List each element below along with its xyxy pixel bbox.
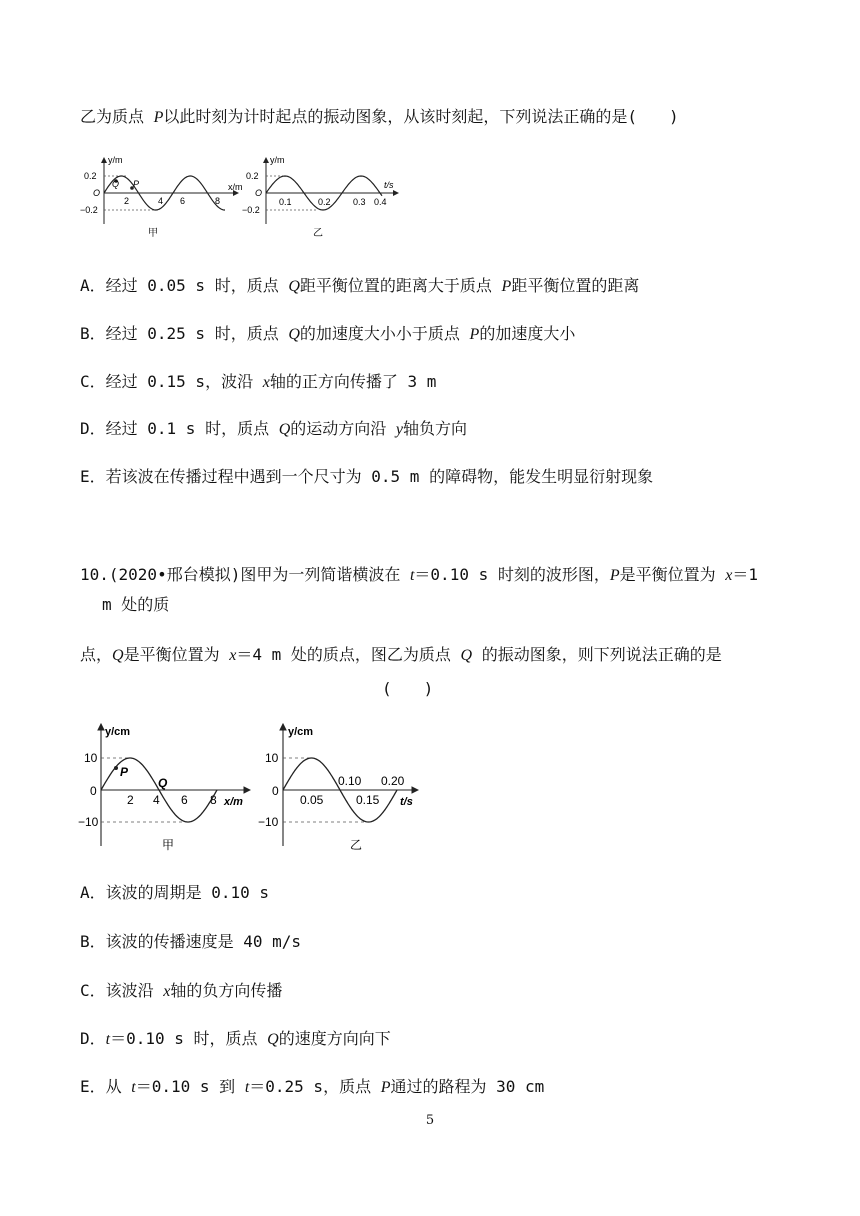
origin-label: 0 xyxy=(272,784,279,798)
stem-text: ＝1 xyxy=(732,565,759,584)
ytick-top: 10 xyxy=(265,751,279,765)
q10-stem-line1 xyxy=(80,562,758,585)
xlabel: t/s xyxy=(384,180,394,190)
stem-text: 是平衡位置为 xyxy=(619,565,726,584)
var-Q: Q xyxy=(288,326,300,343)
xtick: 0.15 xyxy=(356,793,380,807)
q9-stem-text: 乙为质点 xyxy=(80,107,154,126)
xtick: 0.2 xyxy=(318,197,331,207)
q9-option-b xyxy=(80,321,575,344)
q9-stem xyxy=(80,104,679,127)
xtick: 0.3 xyxy=(353,197,366,207)
q9-option-a xyxy=(80,273,639,296)
q10-stem-line2: m 处的质 xyxy=(102,595,170,614)
ytick-top: 0.2 xyxy=(84,171,97,181)
var-P: P xyxy=(380,1079,391,1096)
xtick: 0.4 xyxy=(374,197,387,207)
option-text: 轴负方向 xyxy=(403,419,468,438)
xtick: 4 xyxy=(158,196,164,206)
xtick: 2 xyxy=(124,196,130,206)
stem-text: 10.(2020•邢台模拟)图甲为一列简谐横波在 xyxy=(80,565,410,584)
var-Q: Q xyxy=(267,1031,279,1048)
xtick: 0.20 xyxy=(381,774,405,788)
option-text: 的加速度大小小于质点 xyxy=(299,324,470,343)
q10-option-d xyxy=(80,1026,391,1049)
option-text: 的速度方向向下 xyxy=(278,1029,391,1048)
xlabel: t/s xyxy=(400,796,413,808)
q10-fig-jia xyxy=(78,724,250,852)
var-x: x xyxy=(229,647,237,664)
var-P: P xyxy=(153,109,164,126)
var-P: P xyxy=(501,278,512,295)
var-P: P xyxy=(609,567,620,584)
q9-fig-jia xyxy=(80,155,243,239)
ytick-bottom: −10 xyxy=(78,815,99,829)
xlabel: x/m xyxy=(228,182,243,192)
var-Q: Q xyxy=(288,278,300,295)
option-text: 距平衡位置的距离 xyxy=(511,276,640,295)
xtick: 4 xyxy=(153,793,160,807)
var-x: x xyxy=(725,567,733,584)
q10-answer-bracket: ( ) xyxy=(382,679,434,698)
stem-text: ＝0.10 s 时刻的波形图， xyxy=(414,565,610,584)
ylabel: y/cm xyxy=(288,726,314,738)
q9-fig-yi xyxy=(242,155,398,239)
stem-text: ＝4 m 处的质点，图乙为质点 xyxy=(236,645,461,664)
q9-figure xyxy=(78,150,408,242)
origin-label: O xyxy=(255,188,263,198)
ytick-bottom: −10 xyxy=(258,815,279,829)
option-text: 轴的正方向传播了 3 m xyxy=(269,372,437,391)
xtick: 6 xyxy=(181,793,188,807)
var-x: x xyxy=(262,374,270,391)
q10-fig-yi xyxy=(258,724,418,852)
xtick: 6 xyxy=(180,196,186,206)
label-Q: Q xyxy=(158,776,168,790)
var-Q: Q xyxy=(112,647,124,664)
var-t: t xyxy=(409,567,415,584)
ytick-bottom: −0.2 xyxy=(80,205,98,215)
var-t: t xyxy=(244,1079,250,1096)
option-text: 距平衡位置的距离大于质点 xyxy=(299,276,502,295)
var-Q: Q xyxy=(460,647,473,664)
option-text: C．该波沿 xyxy=(80,981,164,1000)
ytick-top: 10 xyxy=(84,751,98,765)
label-Q: Q xyxy=(112,179,120,189)
option-text: B．经过 0.25 s 时，质点 xyxy=(80,324,289,343)
page-number: 5 xyxy=(425,1113,435,1128)
option-text: ＝0.25 s，质点 xyxy=(249,1077,381,1096)
option-text: ＝0.10 s 到 xyxy=(135,1077,245,1096)
q10-option-b: B．该波的传播速度是 40 m/s xyxy=(80,932,302,951)
xlabel: x/m xyxy=(224,796,243,808)
var-x: x xyxy=(163,983,171,1000)
ylabel: y/m xyxy=(108,155,123,165)
option-text: 轴的负方向传播 xyxy=(170,981,283,1000)
option-text: D．经过 0.1 s 时，质点 xyxy=(80,419,279,438)
stem-text: 的振动图象，则下列说法正确的是 xyxy=(472,645,722,664)
q9-stem-text-2: 以此时刻为计时起点的振动图象，从该时刻起，下列说法正确的是( ) xyxy=(163,107,679,126)
q10-option-e xyxy=(80,1074,544,1097)
q10-option-c xyxy=(80,978,282,1001)
option-text: ＝0.10 s 时，质点 xyxy=(110,1029,268,1048)
stem-text: 点， xyxy=(80,645,113,664)
option-text: C．经过 0.15 s，波沿 xyxy=(80,372,263,391)
q9-option-e: E．若该波在传播过程中遇到一个尺寸为 0.5 m 的障碍物，能发生明显衍射现象 xyxy=(80,467,654,486)
xtick: 8 xyxy=(215,196,221,206)
origin-label: 0 xyxy=(90,784,97,798)
caption-jia: 甲 xyxy=(148,228,158,239)
var-P: P xyxy=(469,326,480,343)
option-text: 的加速度大小 xyxy=(479,324,576,343)
caption-yi: 乙 xyxy=(350,838,363,852)
var-t: t xyxy=(131,1079,136,1096)
option-text: 的运动方向沿 xyxy=(290,419,396,438)
option-text: D． xyxy=(80,1029,106,1048)
caption-yi: 乙 xyxy=(313,228,323,239)
q10-stem-line3 xyxy=(80,642,722,665)
xtick: 2 xyxy=(127,793,134,807)
option-text: 通过的路程为 30 cm xyxy=(390,1077,545,1096)
ylabel: y/m xyxy=(270,155,285,165)
var-t: t xyxy=(105,1031,111,1048)
ytick-bottom: −0.2 xyxy=(242,205,260,215)
ylabel: y/cm xyxy=(105,726,131,738)
option-text: A．经过 0.05 s 时，质点 xyxy=(80,276,289,295)
q9-option-d xyxy=(80,416,467,439)
xtick: 0.1 xyxy=(279,197,292,207)
ytick-top: 0.2 xyxy=(246,171,259,181)
var-Q: Q xyxy=(278,421,291,438)
xtick: 0.05 xyxy=(300,793,324,807)
xtick: 8 xyxy=(210,793,217,807)
option-text: E．从 xyxy=(80,1077,132,1096)
origin-label: O xyxy=(93,188,101,198)
stem-text: 是平衡位置为 xyxy=(123,645,230,664)
q10-figure xyxy=(78,718,428,858)
label-P: P xyxy=(120,765,129,779)
var-y: y xyxy=(395,421,404,438)
q9-option-c xyxy=(80,369,436,392)
caption-jia: 甲 xyxy=(162,838,175,852)
label-P: P xyxy=(133,179,140,189)
point-P xyxy=(114,766,118,770)
xtick: 0.10 xyxy=(338,774,362,788)
q10-option-a: A．该波的周期是 0.10 s xyxy=(80,883,270,902)
